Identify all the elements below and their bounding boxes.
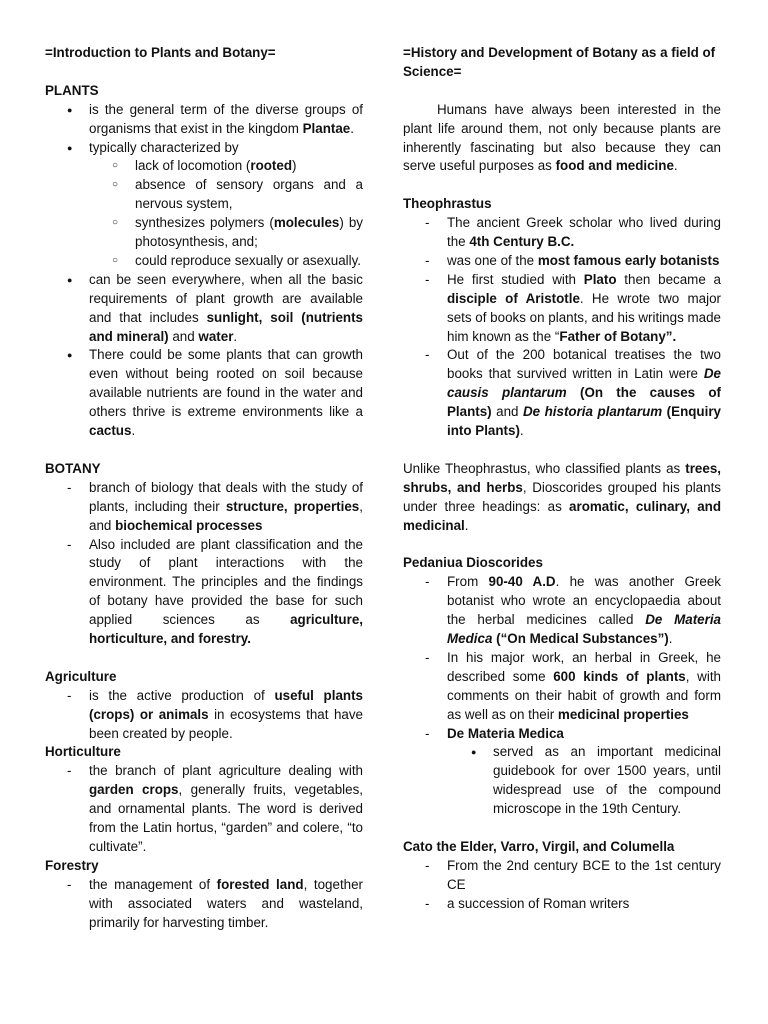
list-item: - De Materia Medica ● served as an important medicinal guidebook for over 1500 years, until widespread use of the compound microscope in the 19th Century. — [403, 725, 721, 820]
section-title-history: =History and Development of Botany as a field of Science= — [403, 45, 716, 79]
heading-plants: PLANTS — [45, 82, 99, 98]
list-item: - was one of the most famous early botanists — [403, 252, 721, 271]
plants-list — [45, 101, 363, 441]
botany-list — [45, 479, 363, 649]
list-item: - Also included are plant classification and the study of plant interactions with the environment. The principles and the findings of botany have provided the base for such applied sciences as agriculture, horticulture, and forestry. — [45, 536, 363, 649]
list-item: - He first studied with Plato then became a disciple of Aristotle. He wrote two major sets of books on plants, and his writings made him known as the “Father of Botany”. — [403, 271, 721, 347]
list-item: - The ancient Greek scholar who lived during the 4th Century B.C. — [403, 214, 721, 252]
list-item: - From the 2nd century BCE to the 1st century CE — [403, 857, 721, 895]
list-item: ● can be seen everywhere, when all the basic requirements of plant growth are available and that includes sunlight, soil (nutrients and mineral) and water. — [45, 271, 363, 347]
heading-agriculture: Agriculture — [45, 668, 117, 684]
list-item: ● typically characterized by ○ lack of locomotion (rooted) ○ absence of sensory organs and a nervous system, ○ synthesizes polymers (molecules) by photosynthesis, and; ○ could reproduce sexually or asexually. — [45, 139, 363, 271]
heading-botany: BOTANY — [45, 460, 101, 476]
list-item: - the management of forested land, together with associated waters and wasteland, primarily for harvesting timber. — [45, 876, 363, 933]
list-item: ○ could reproduce sexually or asexually. — [45, 252, 363, 271]
list-item: ● There could be some plants that can growth even without being rooted on soil because available nutrients are found in the water and others thrive is extreme environments like a cactus. — [45, 346, 363, 441]
list-item: ● is the general term of the diverse groups of organisms that exist in the kingdom Plantae. — [45, 101, 363, 139]
heading-theophrastus: Theophrastus — [403, 196, 492, 212]
list-item: - the branch of plant agriculture dealing with garden crops, generally fruits, vegetables, and ornamental plants. The word is derived from the Latin hortus, “garden” and colere, “to cultivate”. — [45, 762, 363, 857]
right-column — [403, 44, 721, 914]
intro-paragraph: Humans have always been interested in the plant life around them, not only because plants are inherently fascinating but also because they can serve useful purposes as food and medicine. — [403, 101, 721, 174]
heading-cato: Cato the Elder, Varro, Virgil, and Columella — [403, 838, 675, 854]
list-item: - In his major work, an herbal in Greek, he described some 600 kinds of plants, with comments on their habit of growth and form as well as on their medicinal properties — [403, 649, 721, 725]
agriculture-list — [45, 687, 363, 744]
horticulture-list — [45, 762, 363, 857]
forestry-list — [45, 876, 363, 933]
list-item: - From 90-40 A.D. he was another Greek botanist who wrote an encyclopaedia about the herbal medicines called De Materia Medica (“On Medical Substances”). — [403, 573, 721, 649]
heading-forestry: Forestry — [45, 857, 99, 873]
list-item: - a succession of Roman writers — [403, 895, 721, 914]
list-item: - Out of the 200 botanical treatises the two books that survived written in Latin were De causis plantarum (On the causes of Plants) and De historia plantarum (Enquiry into Plants). — [403, 346, 721, 441]
materia-medica-list — [403, 743, 721, 819]
heading-dioscorides: Pedaniua Dioscorides — [403, 555, 543, 571]
dioscorides-list — [403, 573, 721, 819]
list-item: - branch of biology that deals with the study of plants, including their structure, properties, and biochemical processes — [45, 479, 363, 536]
list-item: - is the active production of useful plants (crops) or animals in ecosystems that have been created by people. — [45, 687, 363, 744]
theophrastus-list — [403, 214, 721, 441]
unlike-paragraph: Unlike Theophrastus, who classified plants as trees, shrubs, and herbs, Dioscorides grouped his plants under three headings: as aromatic, culinary, and medicinal. — [403, 460, 721, 533]
list-item: ○ absence of sensory organs and a nervous system, — [45, 176, 363, 214]
cato-list — [403, 857, 721, 914]
list-item: ● served as an important medicinal guidebook for over 1500 years, until widespread use of the compound microscope in the 19th Century. — [403, 743, 721, 819]
list-item: ○ lack of locomotion (rooted) — [45, 157, 363, 176]
heading-horticulture: Horticulture — [45, 744, 121, 760]
characteristics-list — [45, 157, 363, 270]
left-column — [45, 44, 363, 933]
list-item: ○ synthesizes polymers (molecules) by photosynthesis, and; — [45, 214, 363, 252]
section-title-intro: =Introduction to Plants and Botany= — [45, 45, 276, 60]
